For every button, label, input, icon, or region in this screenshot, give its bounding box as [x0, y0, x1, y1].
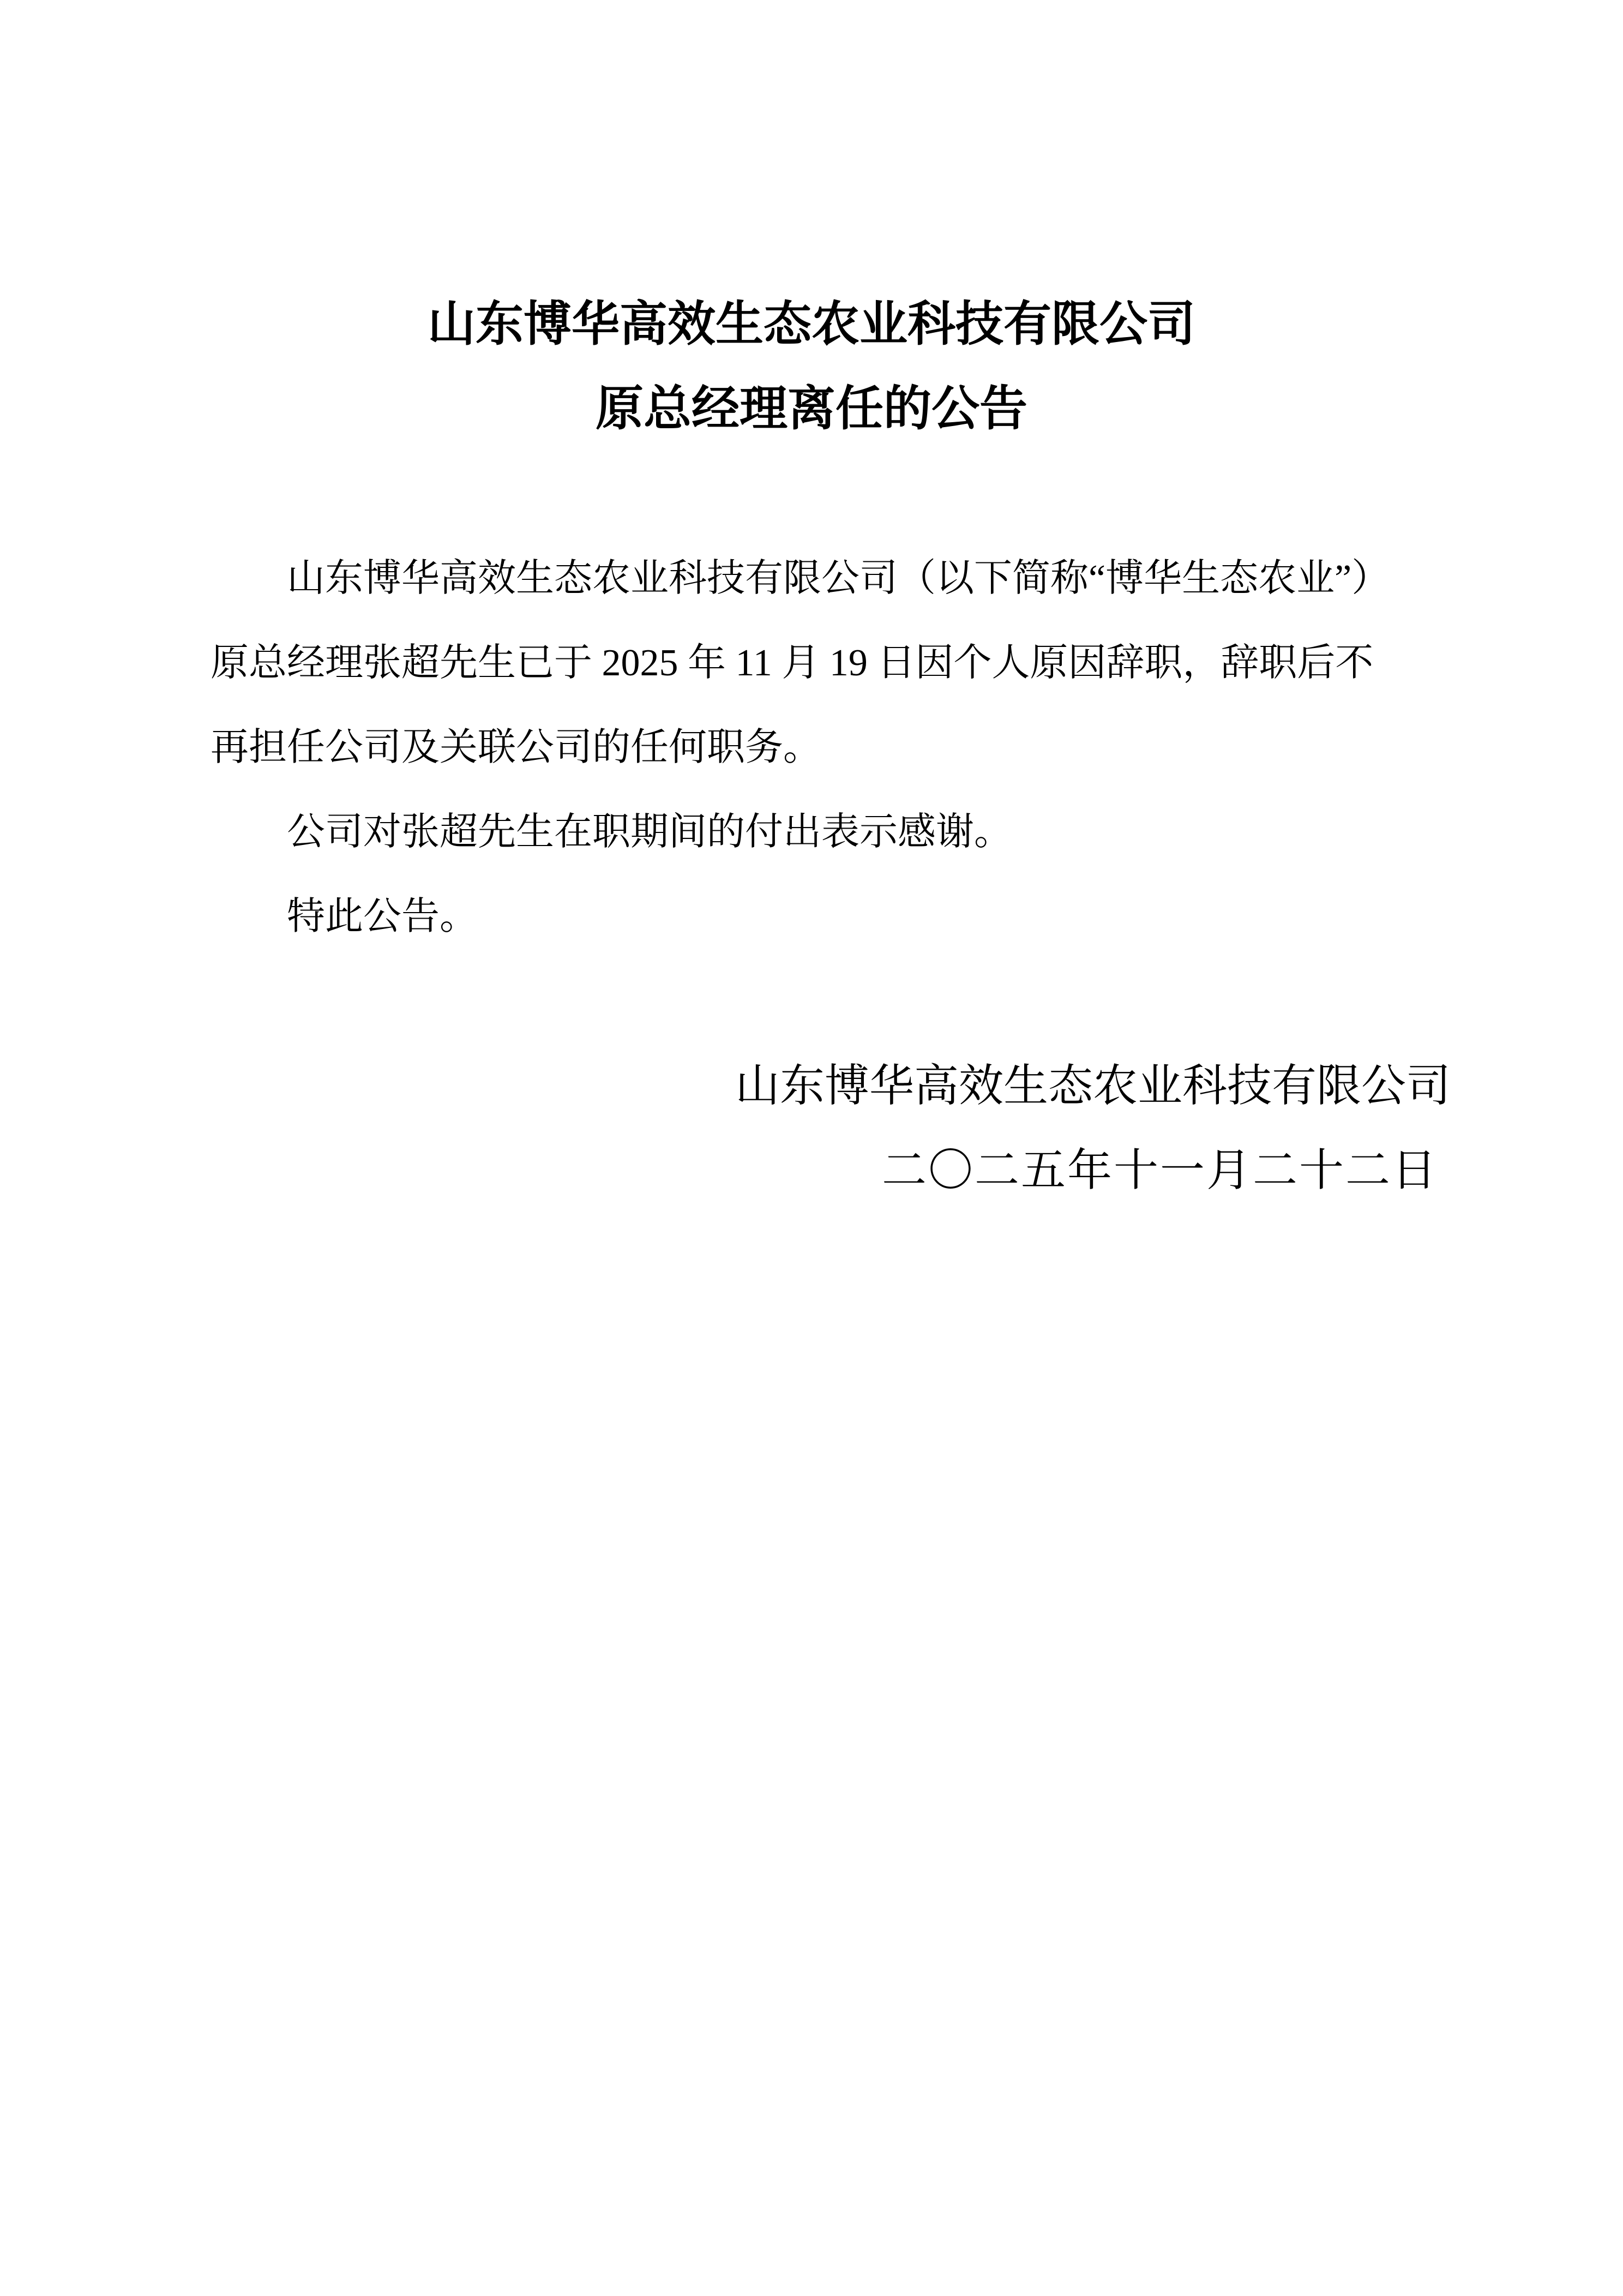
document-title-subject-line: 原总经理离任的公告 [595, 383, 1027, 436]
signature-date: 二〇二五年十一月二十二日 [881, 1146, 1438, 1195]
signature-company-name: 山东博华高效生态农业科技有限公司 [735, 1061, 1451, 1111]
blank-line [0, 452, 1623, 536]
blank-line [0, 959, 1623, 1044]
paragraph1-line1: 山东博华高效生态农业科技有限公司（以下简称“博华生态农业”） [287, 557, 1390, 600]
paragraph3: 特此公告。 [287, 896, 478, 938]
document-title-company-line: 山东博华高效生态农业科技有限公司 [427, 298, 1195, 351]
paragraph2: 公司对张超先生在职期间的付出表示感谢。 [287, 811, 1012, 853]
paragraph1-line2: 原总经理张超先生已于 2025 年 11 月 19 日因个人原因辞职，辞职后不 [211, 642, 1374, 684]
paragraph1-line3: 再担任公司及关联公司的任何职务。 [211, 727, 821, 769]
